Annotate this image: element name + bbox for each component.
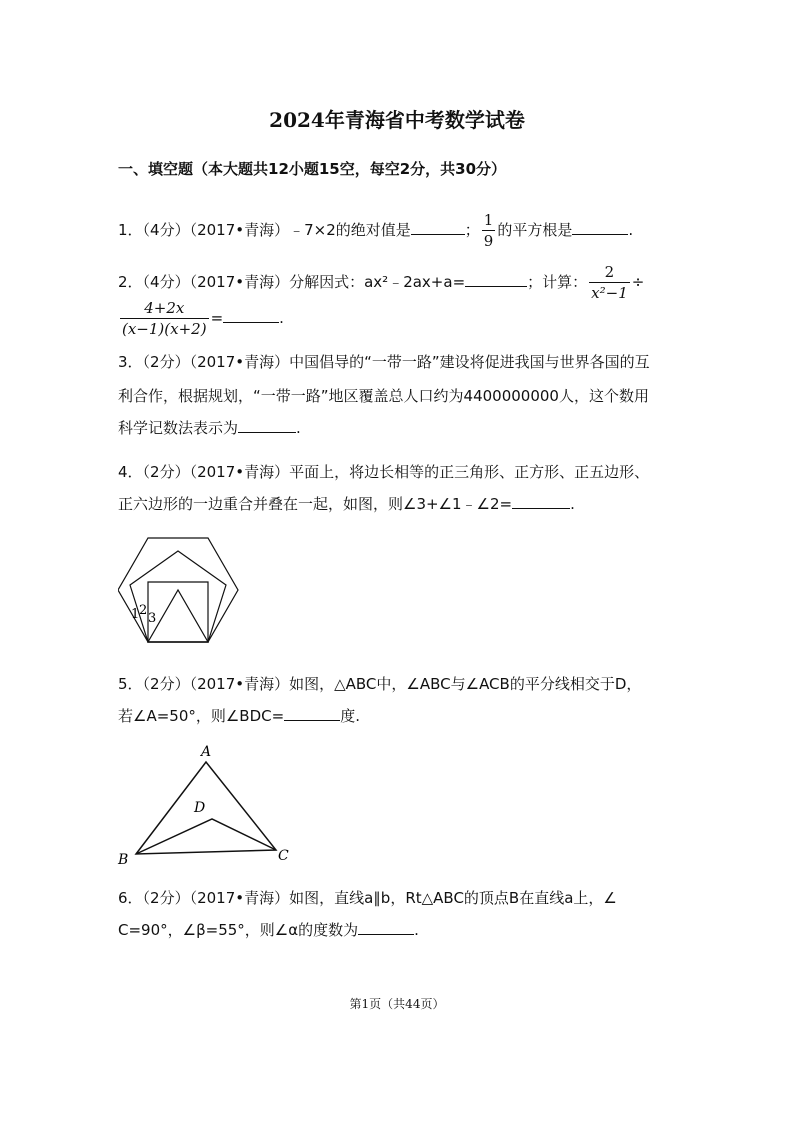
question-6-text: C=90°，∠β=55°，则∠α的度数为 [118, 921, 359, 939]
answer-blank [284, 706, 340, 721]
sentence-end: . [414, 921, 419, 939]
answer-blank [465, 272, 527, 287]
question-3-line-3 [118, 418, 301, 438]
question-1-suffix: 的平方根是 [497, 221, 573, 239]
question-2-mid: ；计算： [527, 273, 588, 291]
answer-blank [411, 220, 465, 235]
answer-blank [223, 308, 279, 323]
question-4-line-2 [118, 494, 575, 514]
equals-sign: = [210, 309, 224, 327]
polygons-figure [118, 532, 258, 652]
question-2-prefix: 2．（4分）（2017•青海）分解因式：ax²﹣2ax+a= [118, 273, 466, 291]
question-6-line-2 [118, 920, 419, 940]
fraction-denominator: (x−1)(x+2) [122, 320, 207, 338]
vertex-label-a: A [201, 744, 212, 760]
question-1 [118, 210, 633, 251]
question-3-text: 科学记数法表示为 [118, 419, 239, 437]
triangle-abc-figure [114, 740, 294, 870]
question-3-line-1: 3．（2分）（2017•青海）中国倡导的“一带一路”建设将促进我国与世界各国的互 [118, 353, 650, 371]
angle-label-3: 3 [148, 611, 157, 626]
page-footer: 第1页（共44页） [349, 997, 445, 1011]
vertex-label-c: C [278, 848, 289, 864]
fraction-denominator: 9 [483, 232, 494, 250]
answer-blank [512, 494, 570, 509]
fraction-denominator: x²−1 [591, 284, 628, 302]
question-5-text: 若∠A=50°，则∠BDC= [118, 707, 285, 725]
question-3-line-2: 利合作，根据规划，“一带一路”地区覆盖总人口约为4400000000人，这个数用 [118, 387, 649, 405]
section-heading: 一、填空题（本大题共12小题15空，每空2分，共30分） [118, 160, 507, 178]
sentence-end: . [628, 221, 634, 239]
fraction-4plus2x [120, 298, 209, 339]
sentence-end: . [296, 419, 301, 437]
answer-blank [358, 920, 414, 935]
page-title: 2024年青海省中考数学试卷 [269, 108, 525, 132]
question-6-line-1: 6．（2分）（2017•青海）如图，直线a∥b，Rt△ABC的顶点B在直线a上，∠ [118, 889, 617, 907]
answer-blank [238, 418, 296, 433]
fraction-one-ninth [482, 210, 496, 251]
triangle-shape [148, 590, 208, 642]
fraction-numerator: 2 [589, 262, 630, 283]
pentagon-shape [130, 551, 226, 642]
question-1-prefix: 1．（4分）（2017•青海）﹣7×2的绝对值是 [118, 221, 411, 239]
sentence-end: . [570, 495, 575, 513]
question-5-line-1: 5．（2分）（2017•青海）如图，△ABC中，∠ABC与∠ACB的平分线相交于D， [118, 675, 642, 693]
vertex-label-b: B [118, 852, 129, 868]
separator: ； [464, 221, 480, 239]
fraction-numerator: 1 [483, 211, 494, 229]
answer-blank [572, 220, 628, 235]
fraction-numerator: 4+2x [120, 298, 209, 319]
question-4-text: 正六边形的一边重合并叠在一起，如图，则∠3+∠1﹣∠2= [118, 495, 513, 513]
point-label-d: D [194, 800, 206, 816]
question-2-line-1 [118, 262, 644, 303]
angle-label-2: 2 [139, 603, 148, 618]
angle-label-1: 1 [131, 607, 140, 622]
division-sign: ÷ [631, 273, 645, 291]
question-5-line-2 [118, 706, 360, 726]
sentence-end: . [279, 309, 284, 327]
fraction-2-over-x2-1 [589, 262, 630, 303]
question-4-line-1: 4．（2分）（2017•青海）平面上，将边长相等的正三角形、正方形、正五边形、 [118, 463, 650, 481]
sentence-end: 度. [340, 707, 360, 725]
question-2-line-2 [118, 298, 284, 339]
